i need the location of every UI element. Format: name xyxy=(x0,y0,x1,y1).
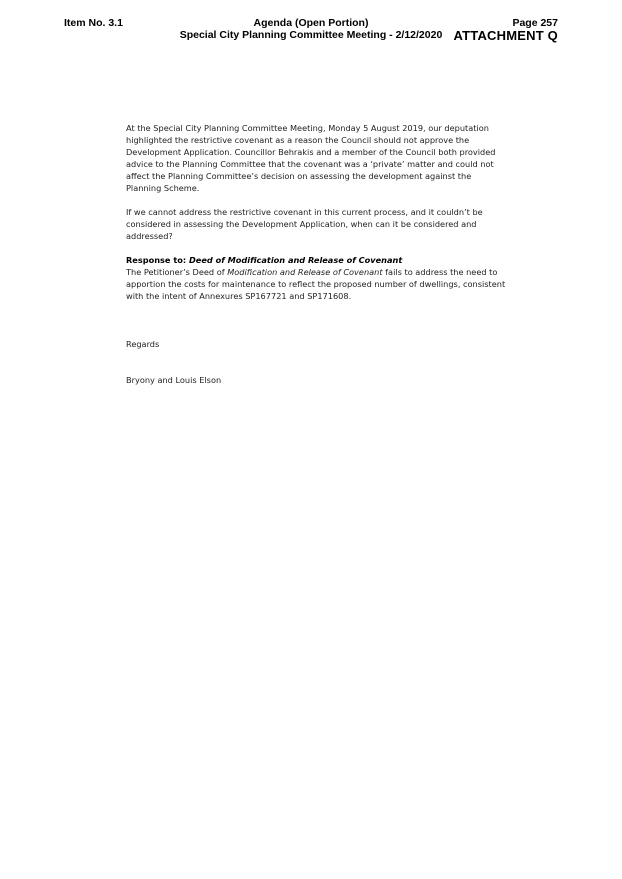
response-heading xyxy=(126,254,506,266)
paragraph-deputation: At the Special City Planning Committee Meeting, Monday 5 August 2019, our deputation highlighted the restrictive covenant as a reason the Council should not approve the Development Application. Councillor Behrakis and a member of the Council both provided advice to the Planning Committee that the covenant was a ‘private’ matter and could not affect the Planning Committee’s decision on assessing the development against the Planning Scheme. xyxy=(126,123,496,193)
meeting-title: Special City Planning Committee Meeting - 2/12/2020 xyxy=(179,29,443,41)
response-text-italic: Modification and Release of Covenant xyxy=(227,267,383,277)
attachment-label: ATTACHMENT Q xyxy=(453,28,558,43)
page-number: Page 257 xyxy=(512,17,558,29)
response-label: Response to: xyxy=(126,255,187,265)
closing-regards: Regards xyxy=(126,339,160,349)
letter-body xyxy=(126,122,506,386)
response-text-part2: fails to address the need to apportion the costs for maintenance to reflect the proposed number of dwellings, consistent with the intent of Annexures SP167721 and SP171608. xyxy=(126,267,506,301)
item-number: Item No. 3.1 xyxy=(64,17,123,29)
agenda-title: Agenda (Open Portion) xyxy=(253,17,369,29)
response-title: Deed of Modification and Release of Covenant xyxy=(189,255,403,265)
response-text-part1: The Petitioner’s Deed of xyxy=(126,267,228,277)
paragraph-response xyxy=(126,266,506,302)
signature-names: Bryony and Louis Elson xyxy=(126,375,222,385)
paragraph-question: If we cannot address the restrictive covenant in this current process, and it couldn’t be considered in assessing the Development Application, when can it be considered and addressed? xyxy=(126,207,483,241)
page-header-right xyxy=(454,17,558,43)
